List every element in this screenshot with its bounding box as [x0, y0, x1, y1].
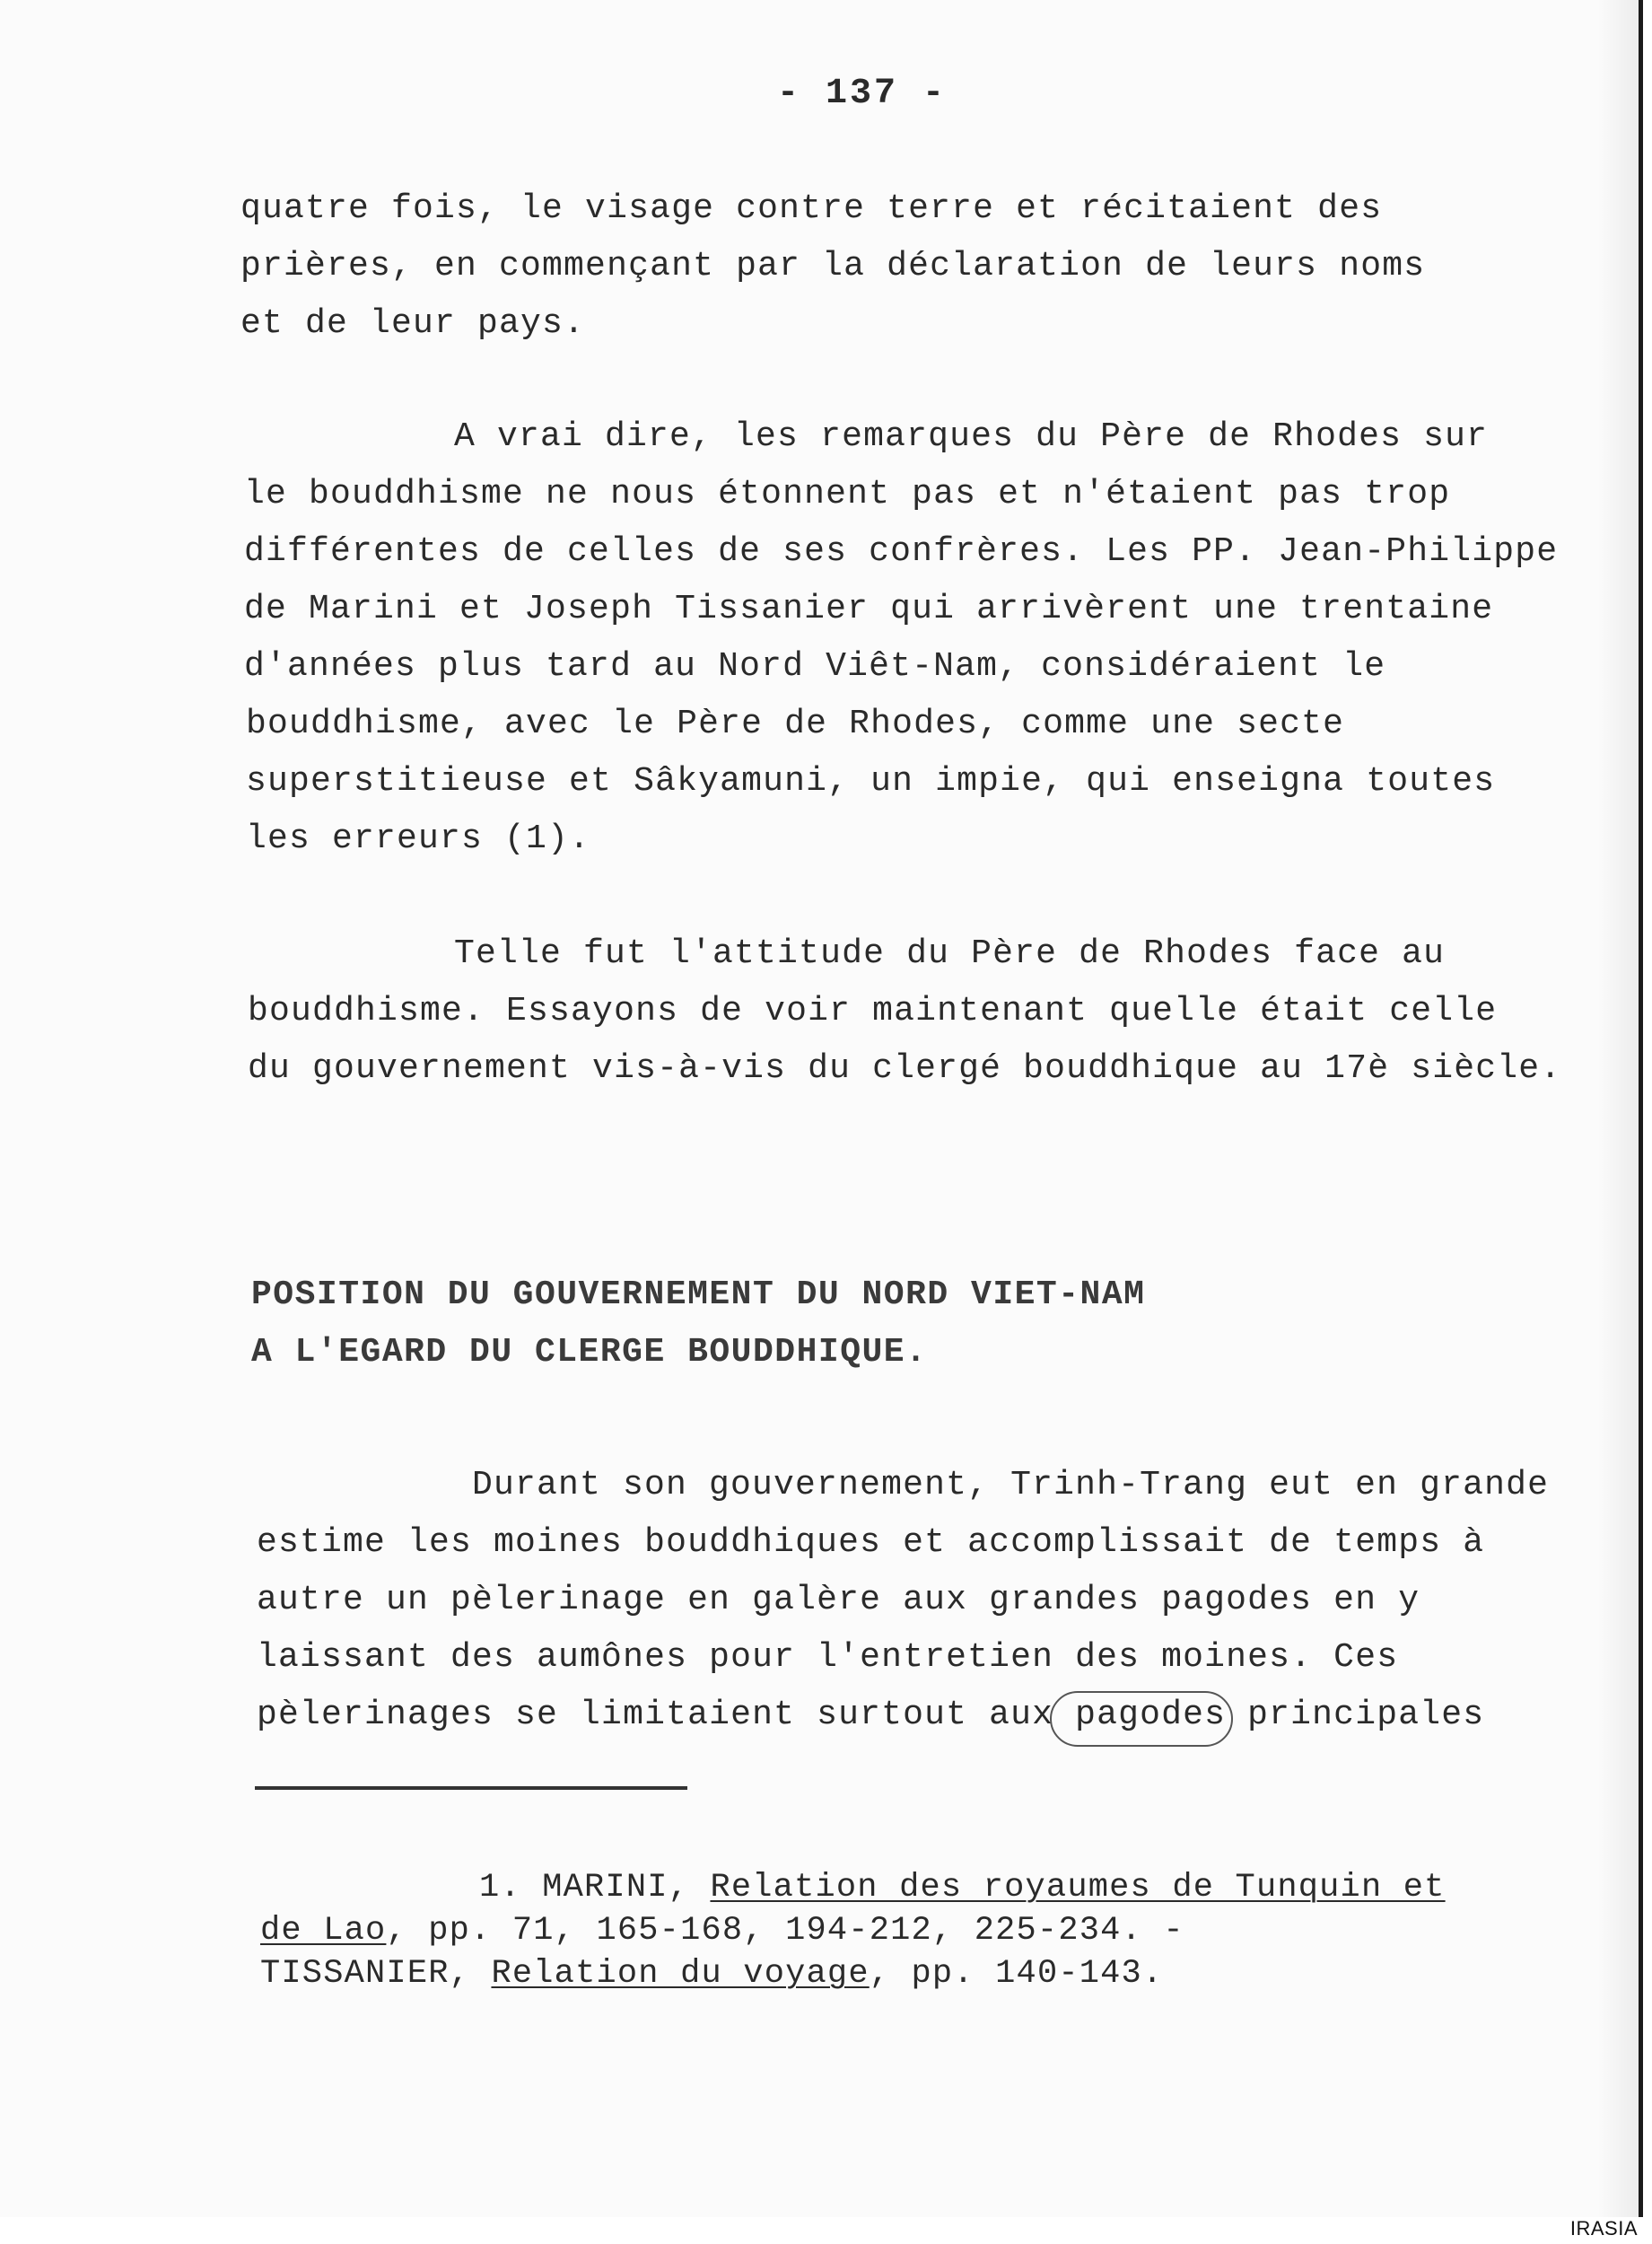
section-heading-line-2: A L'EGARD DU CLERGE BOUDDHIQUE. — [251, 1333, 928, 1372]
paragraph-2-line-7: superstitieuse et Sâkyamuni, un impie, qui enseigna toutes — [246, 762, 1496, 801]
paragraph-2-line-6: bouddhisme, avec le Père de Rhodes, comme une secte — [246, 705, 1345, 743]
paragraph-4-line-5: pèlerinages se limitaient surtout aux pagodes principales — [257, 1696, 1485, 1734]
footnote-author-1: MARINI, — [542, 1869, 690, 1907]
footnote-line-3 — [260, 1953, 1163, 1994]
footnote-line-1 — [479, 1867, 1446, 1908]
paragraph-2-line-1: A vrai dire, les remarques du Père de Rhodes sur — [454, 417, 1489, 456]
footnote-title-1a: Relation des royaumes de Tunquin et — [710, 1869, 1446, 1907]
paragraph-4-line-3: autre un pèlerinage en galère aux grandes pagodes en y — [257, 1581, 1420, 1619]
footnote-title-2: Relation du voyage — [491, 1955, 870, 1993]
paragraph-3-line-3: du gouvernement vis-à-vis du clergé bouddhique au 17è siècle. — [248, 1049, 1562, 1088]
paragraph-2-line-5: d'années plus tard au Nord Viêt-Nam, considéraient le — [244, 647, 1386, 686]
footnote-title-1b: de Lao — [260, 1912, 387, 1950]
footnote-author-2: TISSANIER, — [260, 1955, 471, 1993]
watermark-text: IRASIA — [1569, 2217, 1638, 2240]
paragraph-1-line-3: et de leur pays. — [240, 304, 586, 343]
paragraph-2-line-2: le bouddhisme ne nous étonnent pas et n'étaient pas trop — [244, 475, 1451, 513]
footnote-line-2 — [260, 1910, 1184, 1951]
footnote-number: 1. — [479, 1869, 521, 1907]
paragraph-2-line-4: de Marini et Joseph Tissanier qui arrivèrent une trentaine — [244, 590, 1494, 628]
page-number: - 137 - — [777, 74, 948, 114]
section-heading-line-1: POSITION DU GOUVERNEMENT DU NORD VIET-NAM — [251, 1275, 1146, 1314]
footnote-pages-2: , pp. 140-143. — [869, 1955, 1164, 1993]
paragraph-4-line-4: laissant des aumônes pour l'entretien des moines. Ces — [257, 1638, 1399, 1677]
paragraph-4-line-2: estime les moines bouddhiques et accomplissait de temps à — [257, 1523, 1485, 1562]
paragraph-2-line-8: les erreurs (1). — [246, 820, 591, 858]
paragraph-3-line-1: Telle fut l'attitude du Père de Rhodes face au — [454, 934, 1446, 973]
pencil-circle-annotation — [1050, 1691, 1233, 1747]
paragraph-2-line-3: différentes de celles de ses confrères. Les PP. Jean-Philippe — [244, 532, 1559, 571]
paragraph-3-line-2: bouddhisme. Essayons de voir maintenant quelle était celle — [248, 992, 1498, 1030]
page-edge-shadow — [1597, 0, 1639, 2217]
footnote-separator — [255, 1786, 687, 1790]
paragraph-1-line-1: quatre fois, le visage contre terre et récitaient des — [240, 189, 1383, 228]
paragraph-1-line-2: prières, en commençant par la déclaration de leurs noms — [240, 247, 1426, 285]
footnote-pages-1: , pp. 71, 165-168, 194-212, 225-234. - — [386, 1912, 1184, 1950]
paragraph-4-line-1: Durant son gouvernement, Trinh-Trang eut en grande — [472, 1466, 1550, 1504]
